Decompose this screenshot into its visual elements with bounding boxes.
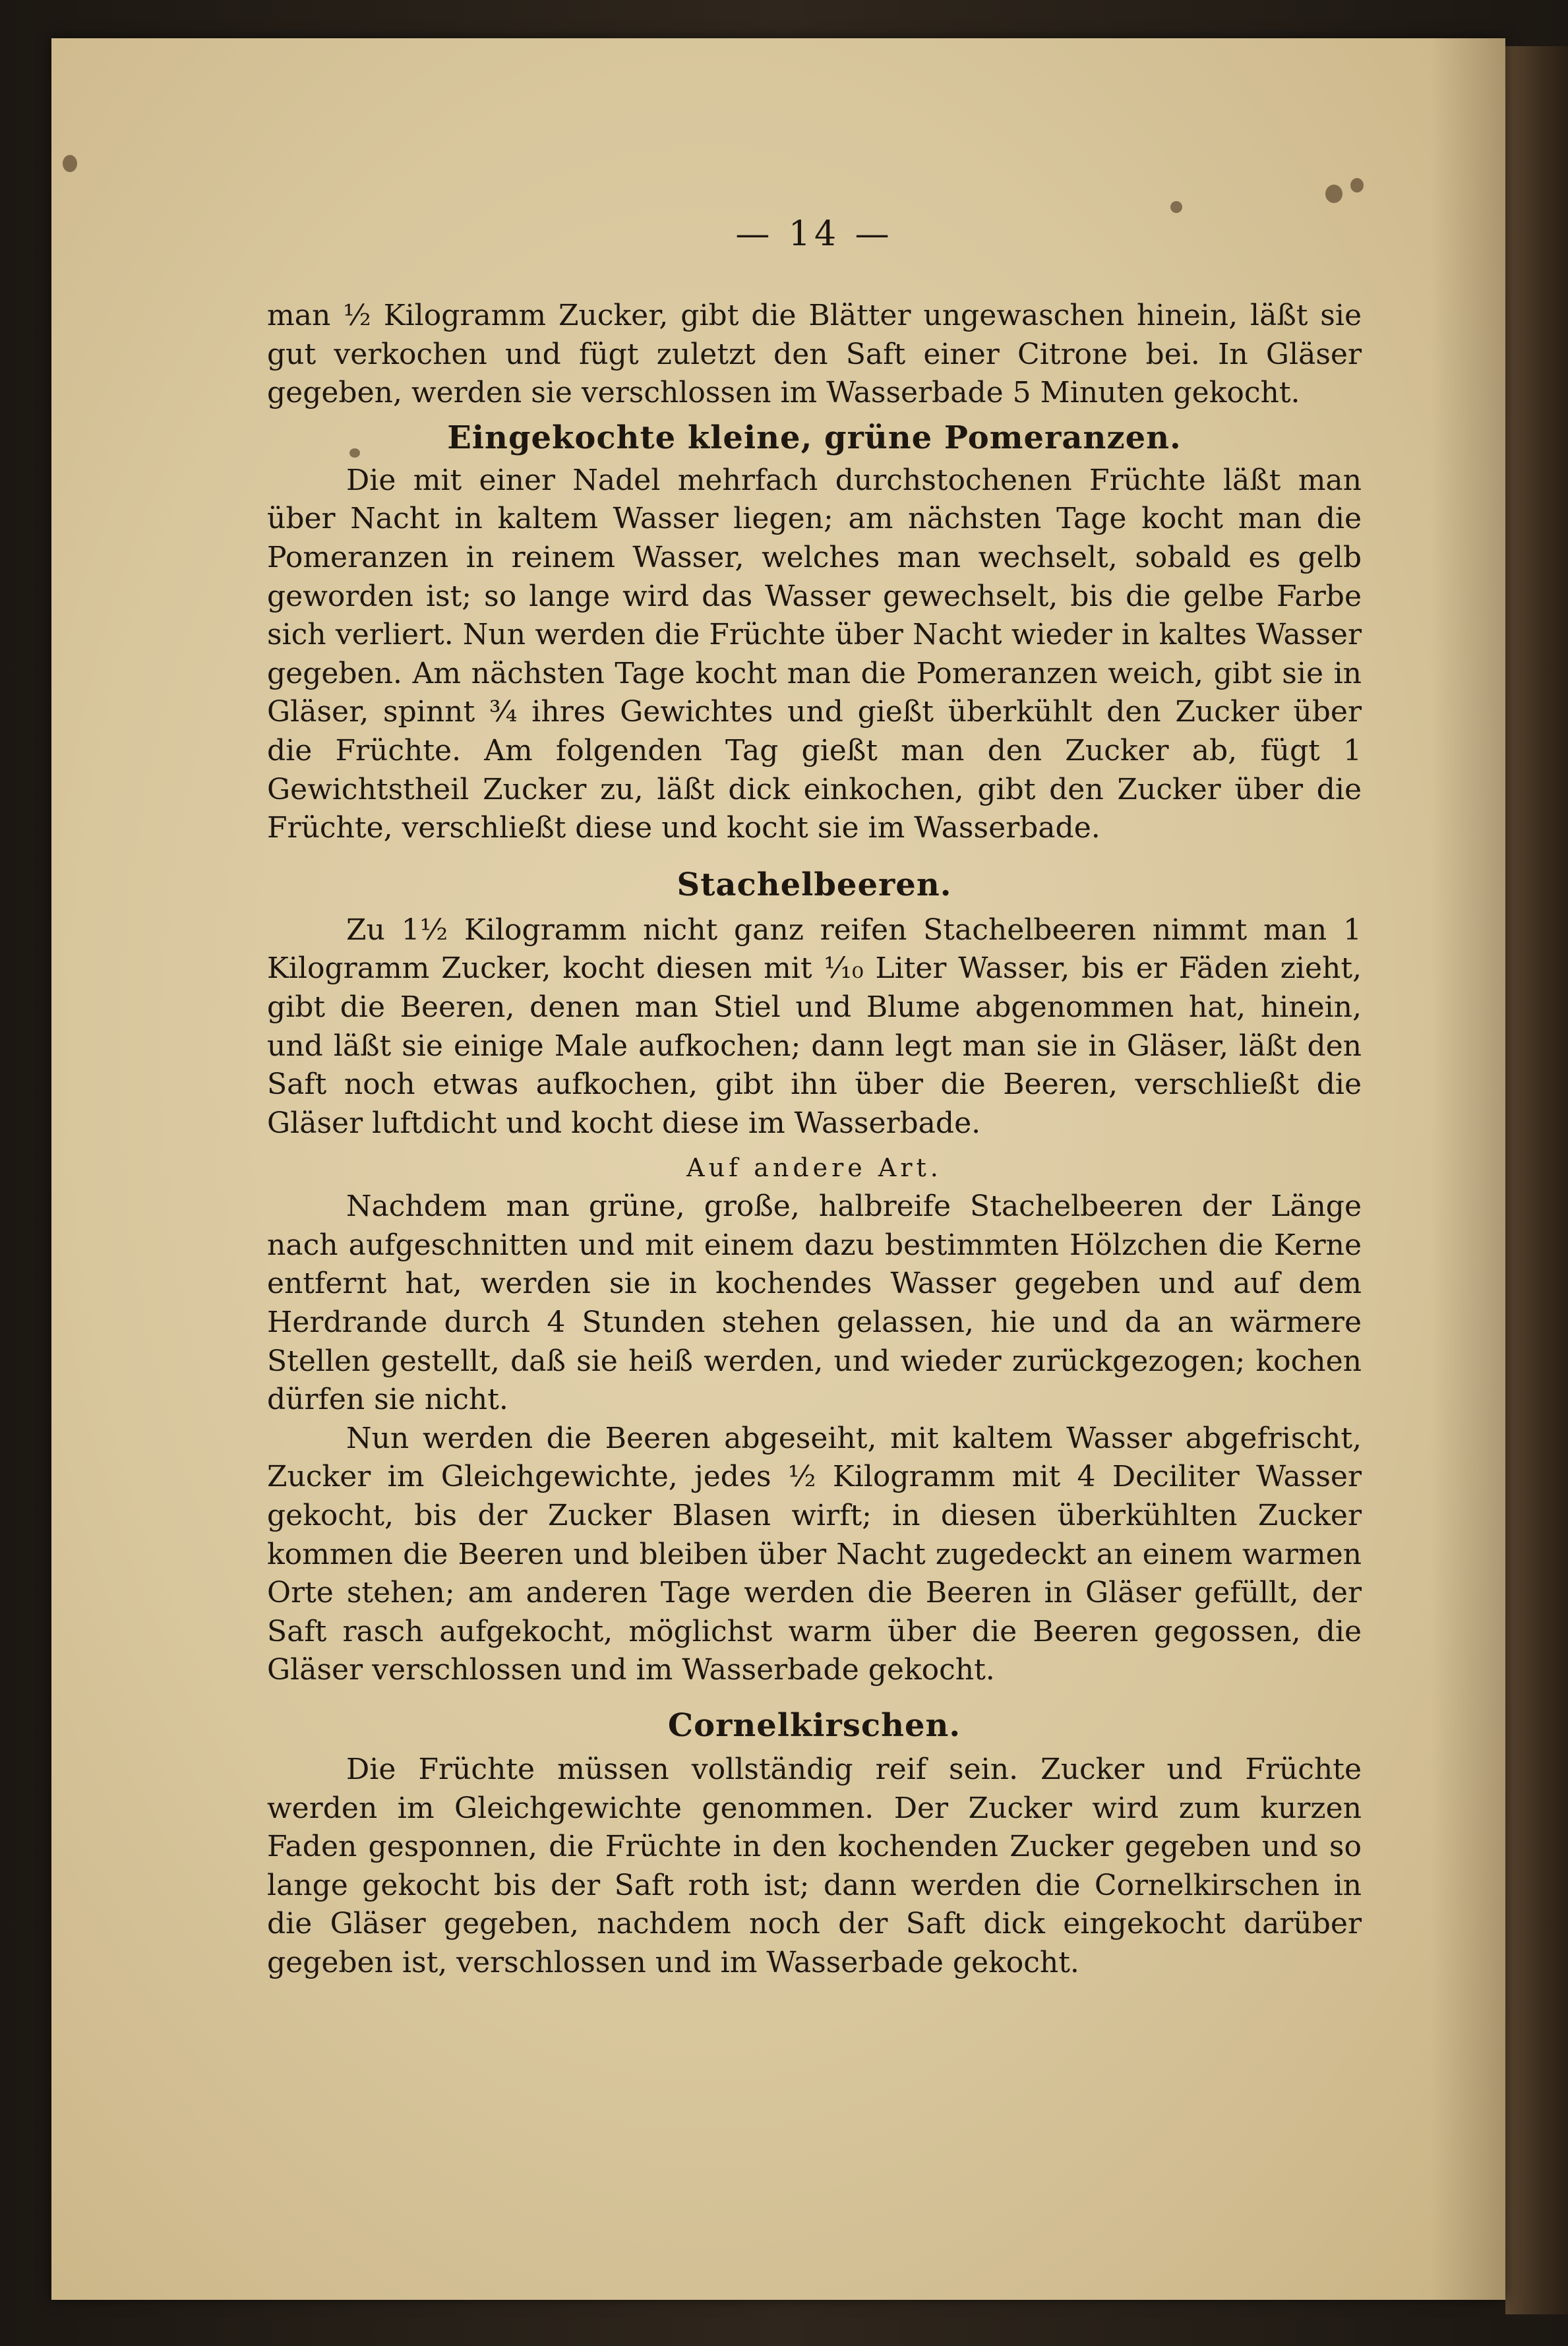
ink-spot [63,155,77,172]
page-content [267,211,1362,1983]
intro-paragraph: man ½ Kilogramm Zucker, gibt die Blätter ungewaschen hinein, läßt sie gut verkochen und fügt zuletzt den Saft einer Citrone bei. In Gläser gegeben, werden sie verschlossen im Wasserbade 5 Minuten gekocht. [267,299,1362,410]
subheading-andere-art: Auf andere Art. [686,1153,942,1183]
ink-spot [1325,185,1342,203]
paragraph-andere-art-1: Nachdem man grüne, große, halbreife Stachelbeeren der Länge nach aufgeschnitten und mit einem dazu bestimmten Hölzchen die Kerne entfernt hat, werden sie in kochendes Wasser gegeben und auf dem Herdrande durch 4 Stunden stehen gelassen, hie und da an wärmere Stellen gestellt, daß sie heiß werden, und wieder zurückgezogen; kochen dürfen sie nicht. [267,1189,1362,1417]
book-edge [1505,46,1568,2314]
heading-cornelkirschen: Cornelkirschen. [667,1707,961,1744]
paragraph-andere-art-2: Nun werden die Beeren abgeseiht, mit kaltem Wasser abgefrischt, Zucker im Gleichgewichte, jedes ½ Kilogramm mit 4 Deciliter Wasser gekocht, bis der Zucker Blasen wirft; in diesen überkühlten Zucker kommen die Beeren und bleiben über Nacht zugedeckt an einem warmen Orte stehen; am anderen Tage werden die Beeren in Gläser gefüllt, der Saft rasch aufgekocht, möglichst warm über die Beeren gegossen, die Gläser verschlossen und im Wasserbade gekocht. [267,1421,1362,1687]
paragraph-cornelkirschen: Die Früchte müssen vollständig reif sein. Zucker und Früchte werden im Gleichgewichte genommen. Der Zucker wird zum kurzen Faden gesponnen, die Früchte in den kochenden Zucker gegeben und so lange gekocht bis der Saft roth ist; dann werden die Cornelkirschen in die Gläser gegeben, nachdem noch der Saft dick eingekocht darüber gegeben ist, verschlossen und im Wasserbade gekocht. [267,1753,1362,1979]
page-number: — 14 — [735,214,893,254]
heading-pomeranzen: Eingekochte kleine, grüne Pomeranzen. [447,419,1182,456]
page-shadow [1431,38,1505,2300]
ink-spot [1350,178,1364,193]
paragraph-pomeranzen: Die mit einer Nadel mehrfach durchstochenen Früchte läßt man über Nacht in kaltem Wasser liegen; am nächsten Tage kocht man die Pomeranzen in reinem Wasser, welches man wechselt, sobald es gelb geworden ist; so lange wird das Wasser gewechselt, bis die gelbe Farbe sich verliert. Nun werden die Früchte über Nacht wieder in kaltes Wasser gegeben. Am nächsten Tage kocht man die Pomeranzen weich, gibt sie in Gläser, spinnt ¾ ihres Gewichtes und gießt überkühlt den Zucker über die Früchte. Am folgenden Tag gießt man den Zucker ab, fügt 1 Gewichtstheil Zucker zu, läßt dick einkochen, gibt den Zucker über die Früchte, verschließt diese und kocht sie im Wasserbade. [267,463,1362,845]
heading-stachelbeeren: Stachelbeeren. [677,866,952,903]
paragraph-stachelbeeren: Zu 1½ Kilogramm nicht ganz reifen Stachelbeeren nimmt man 1 Kilogramm Zucker, kocht diesen mit ¹⁄₁₀ Liter Wasser, bis er Fäden zieht, gibt die Beeren, denen man Stiel und Blume abgenommen hat, hinein, und läßt sie einige Male aufkochen; dann legt man sie in Gläser, läßt den Saft noch etwas aufkochen, gibt ihn über die Beeren, verschließt die Gläser luftdicht und kocht diese im Wasserbade. [267,913,1362,1140]
